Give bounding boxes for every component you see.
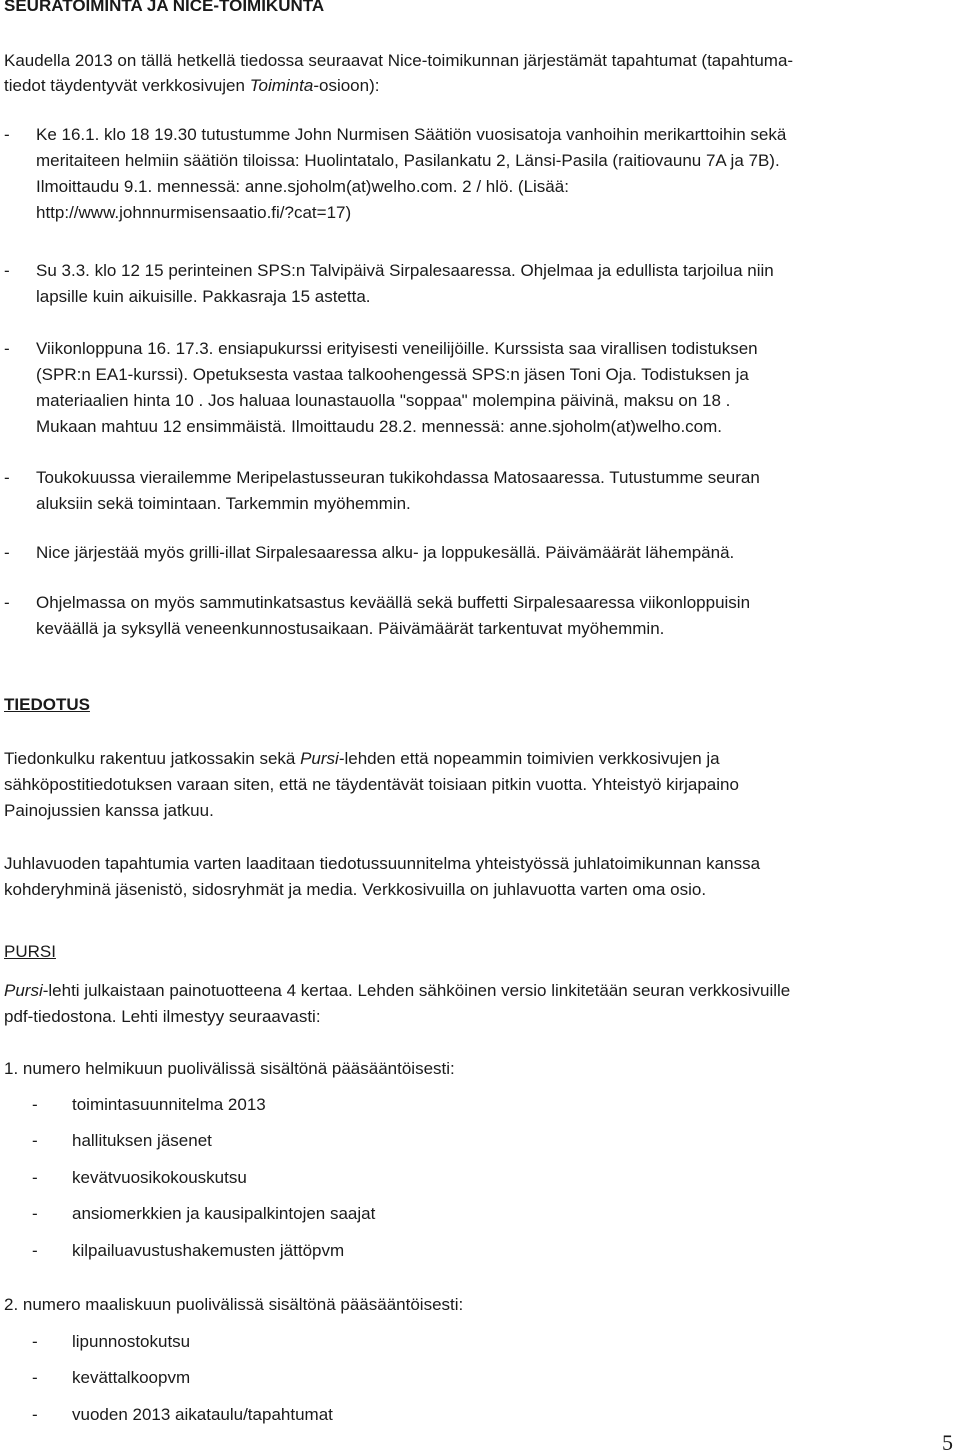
section-heading-tiedotus: TIEDOTUS — [4, 695, 90, 714]
event-item-4 — [36, 465, 941, 517]
tiedotus-line-pre: Tiedonkulku rakentuu jatkossakin sekä — [4, 749, 301, 768]
pursi-line: pdf-tiedostona. Lehti ilmestyy seuraavasti: — [4, 1007, 321, 1026]
event-line: - Toukokuussa vierailemme Meripelastusseuran tukikohdassa Matosaaressa. Tutustumme seuran — [36, 468, 760, 487]
event-line: (SPR:n EA1-kurssi). Opetuksesta vastaa talkoohengessä SPS:n jäsen Toni Oja. Todistuksen ja — [36, 365, 749, 384]
event-item-6 — [36, 590, 941, 642]
event-line: - Ohjelmassa on myös sammutinkatsastus keväällä sekä buffetti Sirpalesaaressa viikonloppuisin — [36, 593, 751, 612]
tiedotus-line: kohderyhminä jäsenistö, sidosryhmät ja media. Verkkosivuilla on juhlavuotta varten oma osio. — [4, 880, 707, 899]
pursi-paragraph — [4, 978, 939, 1030]
issue-2-item: - kevättalkoopvm — [72, 1366, 190, 1390]
intro-paragraph — [4, 48, 939, 98]
intro-line-1: Kaudella 2013 on tällä hetkellä tiedossa seuraavat Nice-toimikunnan järjestämät tapahtumat (tapahtuma- — [4, 51, 794, 70]
event-link-line[interactable]: http://www.johnnurmisensaatio.fi/?cat=17) — [36, 203, 352, 222]
tiedotus-line: sähköpostitiedotuksen varaan siten, että ne täydentävät toisiaan pitkin vuotta. Yhteistyö kirjapaino — [4, 775, 739, 794]
pursi-title: Pursi — [4, 981, 43, 1000]
pursi-line — [4, 978, 939, 1004]
issue-2-item: - lipunnostokutsu — [72, 1330, 190, 1354]
event-line: - Su 3.3. klo 12 15 perinteinen SPS:n Talvipäivä Sirpalesaaressa. Ohjelmaa ja edullista tarjoilua niin — [36, 261, 774, 280]
event-item-1 — [36, 122, 941, 226]
event-line: - Viikonloppuna 16. 17.3. ensiapukurssi erityisesti veneilijöille. Kurssista saa virallisen todistuksen — [36, 339, 758, 358]
issue-1-item: - ansiomerkkien ja kausipalkintojen saajat — [72, 1202, 375, 1226]
issue-1-title: 1. numero helmikuun puolivälissä sisältönä pääsääntöisesti: — [4, 1059, 455, 1078]
issue-2-item: - vuoden 2013 aikataulu/tapahtumat — [72, 1403, 333, 1427]
event-line: keväällä ja syksyllä veneenkunnostusaikaan. Päivämäärät tarkentuvat myöhemmin. — [36, 619, 665, 638]
issue-1-item: - hallituksen jäsenet — [72, 1129, 212, 1153]
intro-line-2-pre: tiedot täydentyvät verkkosivujen — [4, 76, 250, 95]
issue-1-item: - kilpailuavustushakemusten jättöpvm — [72, 1239, 344, 1263]
tiedotus-line: Painojussien kanssa jatkuu. — [4, 801, 214, 820]
event-line: - Ke 16.1. klo 18 19.30 tutustumme John Nurmisen Säätiön vuosisatoja vanhoihin merikarttoihin sekä — [36, 125, 787, 144]
tiedotus-paragraph-1 — [4, 746, 939, 824]
tiedotus-line: Juhlavuoden tapahtumia varten laaditaan tiedotussuunnitelma yhteistyössä juhlatoimikunnan kanssa — [4, 854, 761, 873]
event-line: meritaiteen helmiin säätiön tiloissa: Huolintatalo, Pasilankatu 2, Länsi-Pasila (raitiovaunu 7A ja 7B). — [36, 151, 780, 170]
pursi-line-post: -lehti julkaistaan painotuotteena 4 kertaa. Lehden sähköinen versio linkitetään seuran verkkosivuille — [42, 981, 791, 1000]
event-item-5 — [36, 540, 941, 566]
issue-1-item: - kevätvuosikokouskutsu — [72, 1166, 247, 1190]
event-line: lapsille kuin aikuisille. Pakkasraja 15 astetta. — [36, 287, 371, 306]
intro-line-2 — [4, 73, 939, 98]
event-item-3 — [36, 336, 941, 440]
tiedotus-line-post: -lehden että nopeammin toimivien verkkosivujen ja — [338, 749, 720, 768]
page-number: 5 — [942, 1430, 953, 1455]
intro-line-2-em: Toiminta — [249, 76, 314, 95]
section-heading-pursi: PURSI — [4, 942, 56, 961]
issue-2-title: 2. numero maaliskuun puolivälissä sisältönä pääsääntöisesti: — [4, 1295, 464, 1314]
section-heading-seuratoiminta: SEURATOIMINTA JA NICE-TOIMIKUNTA — [4, 0, 325, 15]
pursi-title: Pursi — [300, 749, 339, 768]
event-line: Mukaan mahtuu 12 ensimmäistä. Ilmoittaudu 28.2. mennessä: anne.sjoholm(at)welho.com. — [36, 417, 723, 436]
intro-line-2-post: -osioon): — [313, 76, 380, 95]
event-item-2 — [36, 258, 941, 310]
event-line: materiaalien hinta 10 . Jos haluaa lounastauolla "soppaa" molempina päivinä, maksu on 18 . — [36, 391, 731, 410]
event-line: Ilmoittaudu 9.1. mennessä: anne.sjoholm(at)welho.com. 2 / hlö. (Lisää: — [36, 177, 569, 196]
event-line: - Nice järjestää myös grilli-illat Sirpalesaaressa alku- ja loppukesällä. Päivämäärät lähempänä. — [36, 543, 735, 562]
event-line: aluksiin sekä toimintaan. Tarkemmin myöhemmin. — [36, 494, 411, 513]
tiedotus-line — [4, 746, 939, 772]
issue-1-item: - toimintasuunnitelma 2013 — [72, 1093, 266, 1117]
tiedotus-paragraph-2 — [4, 851, 939, 903]
